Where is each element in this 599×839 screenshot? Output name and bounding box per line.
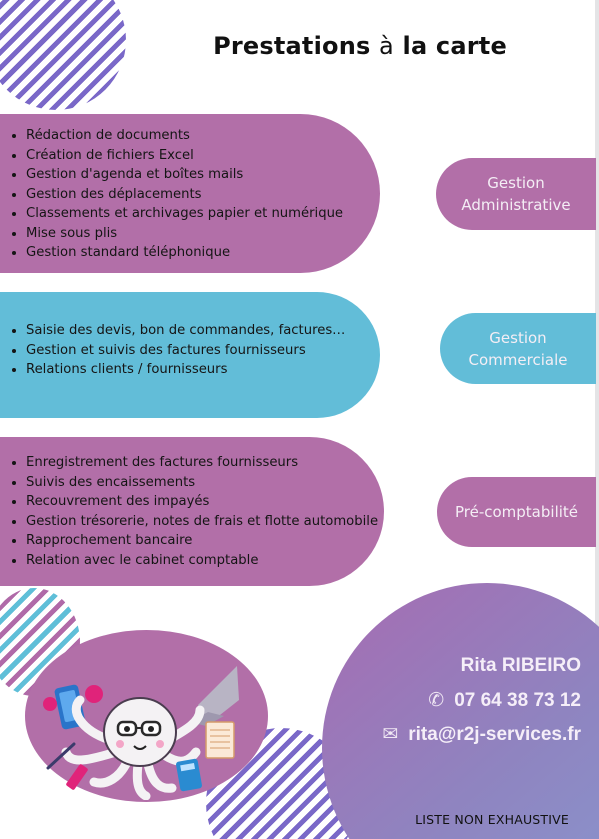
list-item: • Gestion des déplacements [26, 185, 380, 205]
list-item: • Rapprochement bancaire [26, 531, 384, 551]
phone-icon: ✆ [428, 690, 445, 711]
contact-name: Rita RIBEIRO [460, 655, 581, 676]
list-item: • Gestion et suivis des factures fournisseurs [26, 341, 380, 361]
section-administrative-list [0, 114, 380, 273]
email-address: rita@r2j-services.fr [408, 723, 581, 745]
page-title: Prestations à la carte [213, 32, 507, 60]
list-item: • Rédaction de documents [26, 126, 380, 146]
list-item: • Enregistrement des factures fournisseurs [26, 453, 384, 473]
notebook-icon [206, 722, 234, 758]
list-item: • Création de fichiers Excel [26, 146, 380, 166]
calculator-icon [176, 758, 203, 791]
footer-note: LISTE NON EXHAUSTIVE [415, 812, 569, 827]
list-item: • Suivis des encaissements [26, 473, 384, 493]
list-item: • Gestion standard téléphonique [26, 243, 380, 263]
chat-bubble-icon [43, 697, 57, 711]
list-item: • Recouvrement des impayés [26, 492, 384, 512]
list-item: • Relations clients / fournisseurs [26, 360, 380, 380]
contact-phone[interactable] [428, 689, 581, 712]
list-item: • Saisie des devis, bon de commandes, factures… [26, 321, 380, 341]
envelope-icon: ✉ [382, 724, 399, 745]
octopus-mascot-illustration [40, 660, 250, 800]
section-commerciale-list [0, 292, 380, 418]
contact-email[interactable] [382, 723, 581, 746]
list-item: • Gestion d'agenda et boîtes mails [26, 165, 380, 185]
phone-number: 07 64 38 73 12 [454, 689, 581, 711]
section-precomptabilite-list [0, 437, 384, 586]
section-label-commerciale: Gestion Commerciale [440, 313, 596, 384]
list-item: • Relation avec le cabinet comptable [26, 551, 384, 571]
list-item: • Mise sous plis [26, 224, 380, 244]
section-label-precomptabilite: Pré-comptabilité [437, 477, 596, 547]
chat-bubble-icon [85, 685, 103, 703]
section-label-administrative: Gestion Administrative [436, 158, 596, 230]
list-item: • Classements et archivages papier et numérique [26, 204, 380, 224]
marker-icon [65, 763, 88, 790]
list-item: • Gestion trésorerie, notes de frais et flotte automobile [26, 512, 384, 532]
